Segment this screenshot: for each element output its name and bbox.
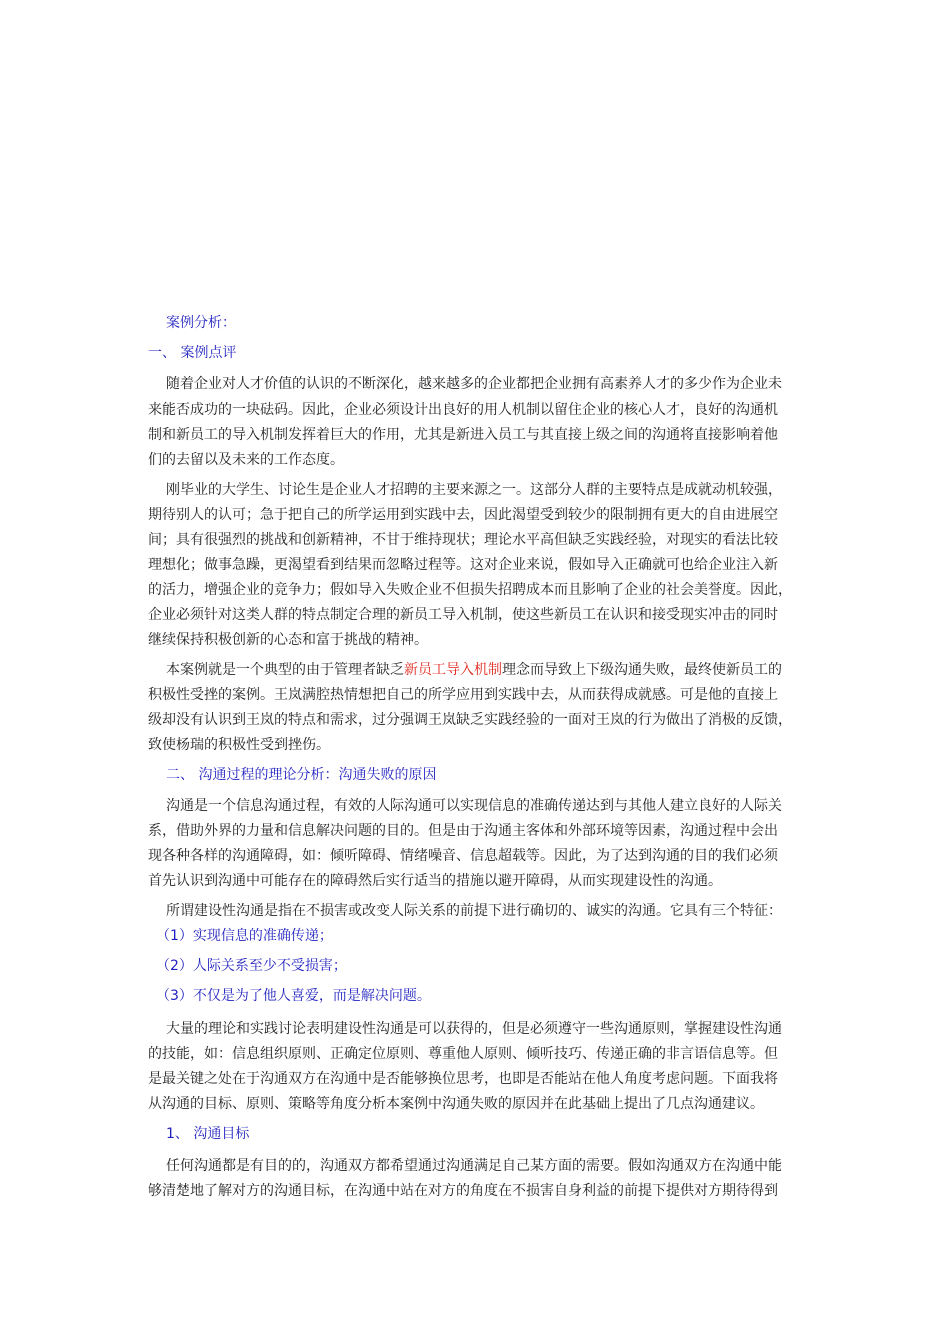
paragraph-line: 从沟通的目标、原则、策略等角度分析本案例中沟通失败的原因并在此基础上提出了几点沟通建议。 — [148, 1096, 764, 1112]
paragraph-line: 系，借助外界的力量和信息解决问题的目的。但是由于沟通主客体和外部环境等因素，沟通过程中会出 — [148, 823, 778, 839]
paragraph-line: 积极性受挫的案例。王岚满腔热情想把自己的所学应用到实践中去，从而获得成就感。可是他的直接上 — [148, 687, 778, 703]
feature-item: （3）不仅是为了他人喜爱，而是解决问题。 — [156, 988, 431, 1004]
paragraph-line: 大量的理论和实践讨论表明建设性沟通是可以获得的，但是必须遵守一些沟通原则，掌握建设性沟通 — [166, 1021, 782, 1037]
feature-item: （1）实现信息的准确传递； — [156, 928, 333, 944]
paragraph-line: 致使杨瑞的积极性受到挫伤。 — [148, 737, 330, 753]
paragraph-line: 任何沟通都是有目的的，沟通双方都希望通过沟通满足自己某方面的需要。假如沟通双方在沟通中能 — [166, 1158, 782, 1174]
paragraph-line: 沟通是一个信息沟通过程，有效的人际沟通可以实现信息的准确传递达到与其他人建立良好的人际关 — [166, 798, 782, 814]
heading-theory-analysis: 二、 沟通过程的理论分析：沟通失败的原因 — [166, 767, 437, 783]
section-title: 案例分析： — [166, 315, 236, 331]
paragraph-line: 级却没有认识到王岚的特点和需求，过分强调王岚缺乏实践经验的一面对王岚的行为做出了消极的反馈， — [148, 712, 792, 728]
paragraph-line: 的技能，如：信息组织原则、正确定位原则、尊重他人原则、倾听技巧、传递正确的非言语信息等。但 — [148, 1046, 778, 1062]
heading-communication-goal: 1、 沟通目标 — [166, 1126, 250, 1142]
paragraph-line: 间；具有很强烈的挑战和创新精神，不甘于维持现状；理论水平高但缺乏实践经验，对现实的看法比较 — [148, 532, 778, 548]
feature-item: （2）人际关系至少不受损害； — [156, 958, 347, 974]
paragraph-line: 是最关键之处在于沟通双方在沟通中是否能够换位思考，也即是否能站在他人角度考虑问题。下面我将 — [148, 1071, 778, 1087]
paragraph-line: 够清楚地了解对方的沟通目标，在沟通中站在对方的角度在不损害自身利益的前提下提供对方期待得到 — [148, 1183, 778, 1199]
paragraph-line: 继续保持积极创新的心态和富于挑战的精神。 — [148, 632, 428, 648]
paragraph-line: 的活力，增强企业的竞争力；假如导入失败企业不但损失招聘成本而且影响了企业的社会美誉度。因此， — [148, 582, 792, 598]
paragraph-line: 期待别人的认可；急于把自己的所学运用到实践中去，因此渴望受到较少的限制拥有更大的自由进展空 — [148, 507, 778, 523]
text-run: 理念而导致上下级沟通失败，最终使新员工的 — [502, 662, 782, 678]
paragraph-line: 理想化；做事急躁，更渴望看到结果而忽略过程等。这对企业来说，假如导入正确就可也给企业注入新 — [148, 557, 778, 573]
paragraph-line: 们的去留以及未来的工作态度。 — [148, 452, 344, 468]
paragraph-line: 随着企业对人才价值的认识的不断深化，越来越多的企业都把企业拥有高素养人才的多少作为企业未 — [166, 376, 782, 392]
paragraph-line: 来能否成功的一块砝码。因此，企业必须设计出良好的用人机制以留住企业的核心人才，良好的沟通机 — [148, 402, 778, 418]
highlighted-term: 新员工导入机制 — [404, 662, 502, 678]
paragraph-line: 现各种各样的沟通障碍，如：倾听障碍、情绪噪音、信息超载等。因此，为了达到沟通的目的我们必须 — [148, 848, 778, 864]
paragraph-line: 首先认识到沟通中可能存在的障碍然后实行适当的措施以避开障碍，从而实现建设性的沟通。 — [148, 873, 722, 889]
paragraph-line: 刚毕业的大学生、讨论生是企业人才招聘的主要来源之一。这部分人群的主要特点是成就动机较强， — [166, 482, 782, 498]
heading-case-review: 一、 案例点评 — [148, 345, 237, 361]
paragraph-line: 制和新员工的导入机制发挥着巨大的作用，尤其是新进入员工与其直接上级之间的沟通将直接影响着他 — [148, 427, 778, 443]
paragraph-line: 所谓建设性沟通是指在不损害或改变人际关系的前提下进行确切的、诚实的沟通。它具有三个特征： — [166, 903, 782, 919]
paragraph-line: 企业必须针对这类人群的特点制定合理的新员工导入机制，使这些新员工在认识和接受现实冲击的同时 — [148, 607, 778, 623]
text-run: 本案例就是一个典型的由于管理者缺乏 — [166, 662, 404, 678]
paragraph-line — [166, 657, 808, 683]
